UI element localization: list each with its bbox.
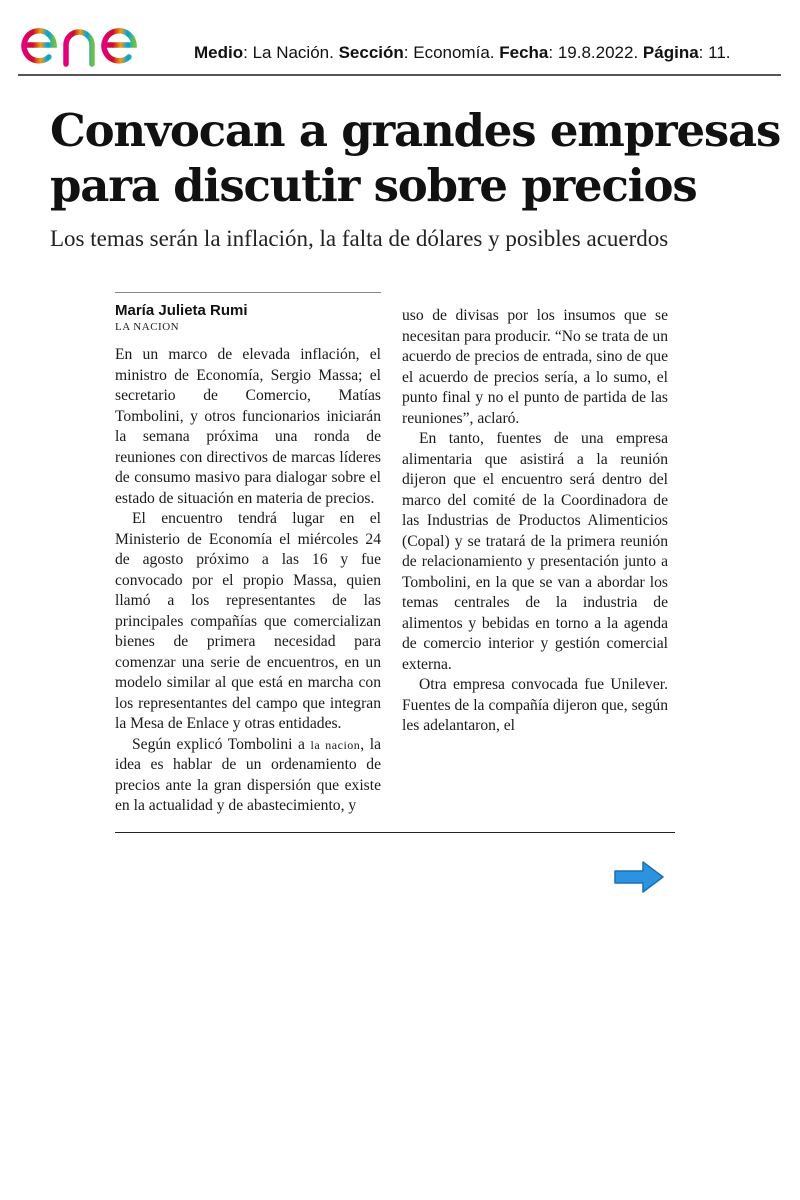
source-label: LA NACION (115, 321, 180, 333)
paragraph-5: Otra empresa convocada fue Unilever. Fuentes de la compañía dijeron que, según les adelantaron, el (402, 676, 668, 734)
fecha-label: Fecha (499, 43, 549, 62)
paragraph-4: En tanto, fuentes de una empresa alimentaria que asistirá a la reunión dijeron que el encuentro será dentro del marco del comité de la Coordinadora de las Industrias de Productos Alimenticios (Copal) y se tratará de la primera reunión de relacionamiento y presentación junto a Tombolini, en la que se van a abordar los temas centrales de la industria de alimentos y bebidas en torno a la agenda de comercio interior y gestión comercial externa. (402, 430, 668, 673)
arrow-shape (615, 862, 663, 892)
seccion-label: Sección (338, 43, 404, 62)
headline-line-2: para discutir sobre precios (50, 159, 697, 212)
headline-line-1: Convocan a grandes empresas (50, 104, 781, 157)
seccion-value: Economía. (413, 43, 495, 62)
paragraph-1: En un marco de elevada inflación, el ministro de Economía, Sergio Massa; el secretario de Comercio, Matías Tombolini, y otros funcionarios iniciarán la semana próxima una ronda de reuniones con directivos de marcas líderes de consumo masivo para dialogar sobre el estado de situación en materia de precios. (115, 346, 381, 507)
author-byline: María Julieta Rumi (115, 302, 248, 319)
article-column-1 (115, 292, 381, 817)
paragraph-3 (115, 735, 381, 817)
header-divider (18, 74, 781, 76)
paragraph-3-continued: uso de divisas por los insumos que se necesitan para producir. “No se trata de un acuerdo de precios de entrada, sino de que el acuerdo de precios sería, a lo sumo, el punto final y no el punto de partida de las reuniones”, aclaró. (402, 307, 668, 427)
headline (50, 103, 790, 213)
pagina-value: 11. (708, 43, 731, 62)
publication-meta: Medio: La Nación. Sección: Economía. Fecha: 19.8.2022. Página: 11. (194, 43, 731, 62)
newspaper-name: la nacion (310, 737, 361, 752)
paragraph-3-start: Según explicó Tombolini a (132, 735, 305, 753)
subheadline: Los temas serán la inflación, la falta de dólares y posibles acuerdos (50, 226, 669, 251)
article-body (115, 292, 675, 833)
fecha-value: 19.8.2022. (557, 43, 639, 62)
pagina-label: Página (642, 43, 699, 62)
enel-logo (18, 8, 168, 68)
article-column-2 (402, 306, 668, 737)
arrow-right-icon[interactable] (613, 860, 665, 894)
paragraph-2: El encuentro tendrá lugar en el Ministerio de Economía el miércoles 24 de agosto próximo a las 16 y fue convocado por el propio Massa, quien llamó a los representantes de las principales compañías que comercializan bienes de primera necesidad para comenzar una serie de encuentros, en un modelo similar al que está en marcha con los representantes del campo que integran la Mesa de Enlace y otras entidades. (115, 510, 381, 732)
medio-value: La Nación. (252, 43, 334, 62)
medio-label: Medio (194, 43, 244, 62)
paragraph-3-rest: , la idea es hablar de un ordenamiento de precios ante la gran dispersión que existe en la actualidad y de abastecimiento, y (115, 735, 381, 814)
